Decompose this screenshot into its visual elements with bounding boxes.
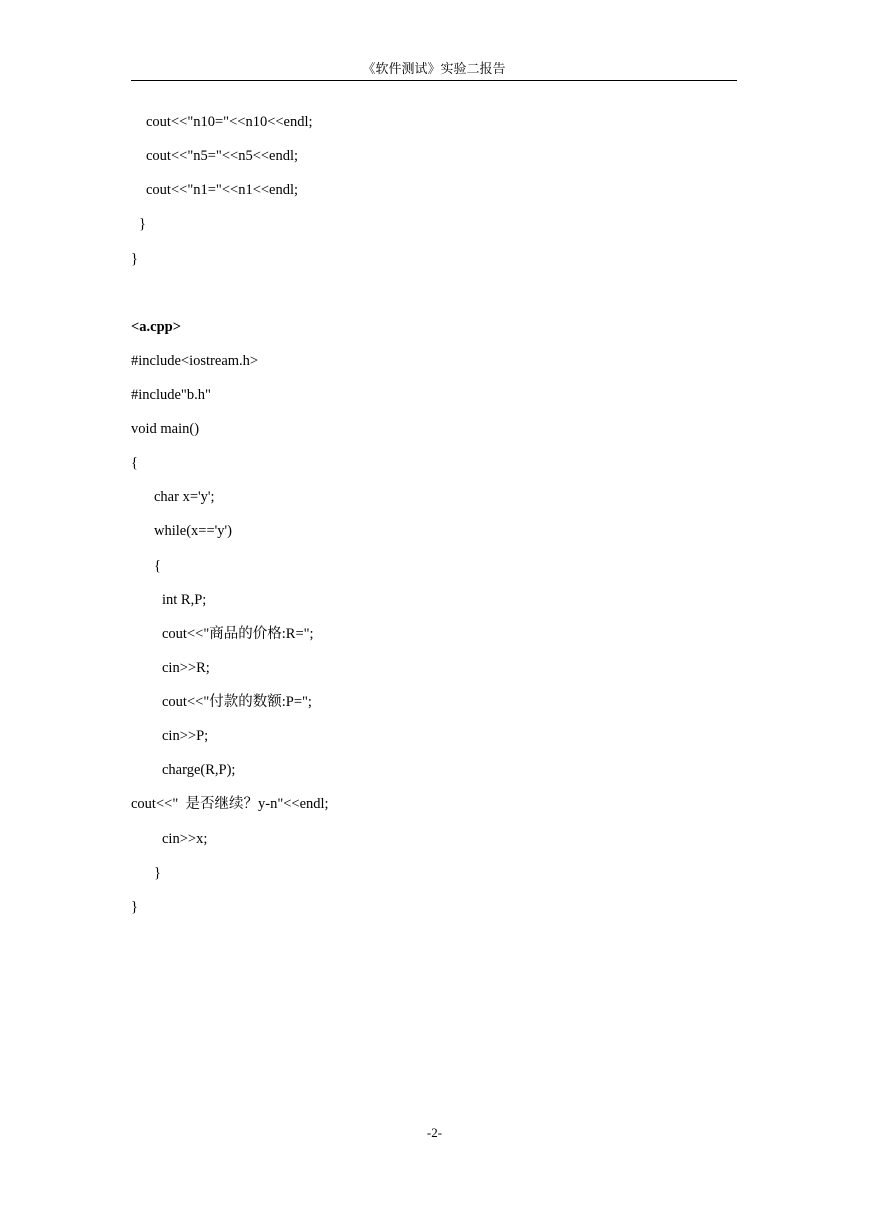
code-line: cout<<"付款的数额:P="; bbox=[162, 694, 312, 710]
code-line: cin>>R; bbox=[162, 660, 210, 676]
code-line: cout<<"商品的价格:R="; bbox=[162, 626, 314, 642]
code-line: #include<iostream.h> bbox=[131, 353, 259, 369]
code-line: charge(R,P); bbox=[162, 762, 236, 778]
code-line: { bbox=[154, 558, 161, 574]
code-line: { bbox=[131, 455, 138, 471]
code-line: cout<<"n1="<<n1<<endl; bbox=[146, 182, 299, 198]
code-line: } bbox=[139, 216, 146, 232]
code-line: void main() bbox=[131, 421, 200, 437]
code-line: cout<<"n5="<<n5<<endl; bbox=[146, 148, 299, 164]
code-line: } bbox=[131, 899, 138, 915]
code-line: } bbox=[154, 865, 161, 881]
code-line: while(x=='y') bbox=[154, 523, 232, 539]
file-heading: <a.cpp> bbox=[131, 319, 181, 335]
code-line: } bbox=[131, 251, 138, 267]
page-number: -2- bbox=[426, 1125, 443, 1140]
page-header-title: 《软件测试》实验二报告 bbox=[362, 62, 506, 77]
code-line: cout<<" 是否继续？y-n"<<endl; bbox=[131, 796, 329, 812]
code-line: cin>>x; bbox=[162, 831, 208, 847]
code-line: char x='y'; bbox=[154, 489, 215, 505]
code-line: cin>>P; bbox=[162, 728, 209, 744]
code-line: #include"b.h" bbox=[131, 387, 211, 403]
header-divider bbox=[131, 80, 737, 81]
code-line: cout<<"n10="<<n10<<endl; bbox=[146, 114, 313, 130]
code-line: int R,P; bbox=[162, 592, 207, 608]
